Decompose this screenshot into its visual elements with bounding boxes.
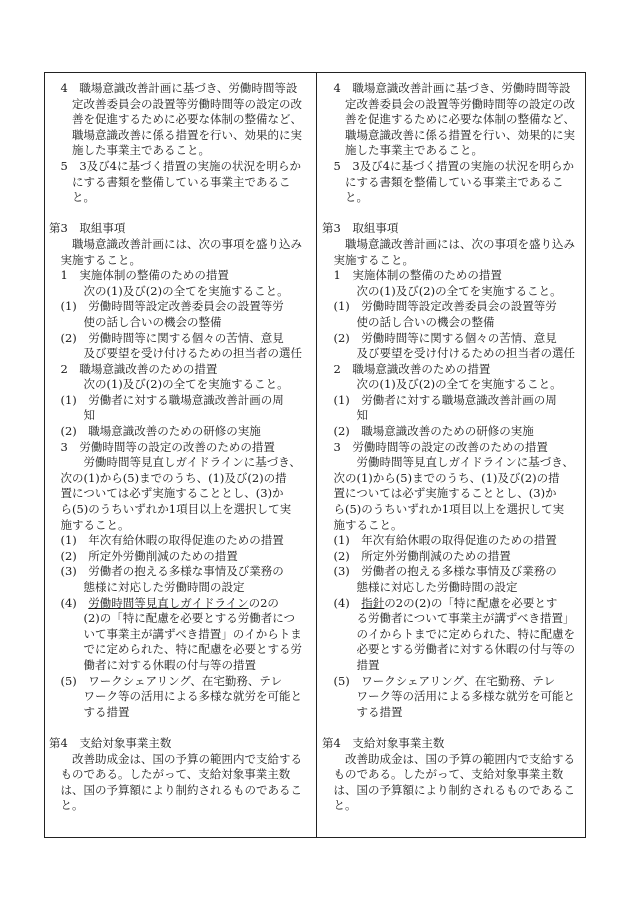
text-line	[322, 455, 584, 471]
text-line	[49, 284, 311, 300]
text-run: ワーク等の活用による多様な就労を可能と	[356, 689, 575, 704]
text-run: の2の	[248, 595, 279, 610]
text-line	[49, 596, 311, 612]
text-run: ものである。したがって、支給対象事業主数	[60, 767, 291, 782]
text-run: ワーク等の活用による多様な就労を可能と	[83, 689, 302, 704]
text-line	[322, 143, 584, 159]
text-run: 労働時間等見直しガイドラインに基づき、	[83, 455, 301, 470]
text-line	[322, 268, 584, 284]
text-run: (1) 労働時間等設定改善委員会の設置等労	[60, 299, 284, 314]
text-line	[322, 471, 584, 487]
text-line	[49, 549, 311, 565]
text-run: 職場意識改善に係る措置を行い、効果的に実	[345, 127, 575, 142]
text-run: 次の(1)及び(2)の全てを実施すること。	[356, 377, 562, 392]
text-run: 5 3及び4に基づく措置の実施の状況を明らか	[60, 158, 301, 173]
text-run: (5) ワークシェアリング、在宅勤務、テレ	[333, 673, 556, 688]
text-line	[49, 658, 311, 674]
text-run: 善を促進するために必要な体制の整備など、	[345, 112, 575, 127]
text-line	[49, 736, 311, 752]
text-run: 次の(1)から(5)までのうち、(1)及び(2)の措	[333, 470, 560, 485]
text-run: と。	[333, 798, 357, 813]
text-line	[49, 331, 311, 347]
text-run: 実施すること。	[60, 252, 141, 267]
text-run: 及び要望を受け付けるための担当者の選任	[356, 346, 575, 361]
text-line	[49, 268, 311, 284]
text-line	[49, 362, 311, 378]
text-line	[49, 299, 311, 315]
text-line	[322, 674, 584, 690]
text-line	[49, 486, 311, 502]
text-line	[322, 377, 584, 393]
text-line	[322, 502, 584, 518]
comparison-table	[44, 72, 586, 838]
text-run: 改善助成金は、国の予算の範囲内で支給する	[72, 751, 302, 766]
text-run: する措置	[356, 704, 403, 719]
text-line	[322, 253, 584, 269]
text-line	[322, 533, 584, 549]
text-run: と。	[60, 798, 84, 813]
text-line	[322, 689, 584, 705]
text-run: ものである。したがって、支給対象事業主数	[333, 767, 564, 782]
text-run: 措置	[356, 657, 380, 672]
text-line	[49, 424, 311, 440]
text-run: 態様に対応した労働時間の設定	[356, 580, 518, 594]
text-run: でに定められた、特に配慮を必要とする労	[83, 642, 302, 657]
text-run: (3) 労働者の抱える多様な事情及び業務の	[333, 564, 557, 579]
text-line	[49, 642, 311, 658]
text-line	[322, 783, 584, 799]
text-line	[49, 346, 311, 362]
text-run: のイからトまでに定められた、特に配慮を	[356, 626, 575, 641]
text-run: (2) 所定外労働削減のための措置	[60, 548, 238, 563]
text-line	[322, 81, 584, 97]
text-run: (2) 所定外労働削減のための措置	[333, 548, 511, 563]
text-line	[322, 346, 584, 362]
column-divider	[316, 73, 317, 837]
text-line	[322, 331, 584, 347]
text-run: の2の(2)の「特に配慮を必要とす	[384, 595, 558, 610]
text-line	[49, 81, 311, 97]
text-run: 施した事業主であること。	[72, 143, 210, 158]
text-run: 置については必ず実施することとし、(3)か	[60, 486, 284, 501]
text-line	[322, 221, 584, 237]
text-run: 職場意識改善計画には、次の事項を盛り込み	[345, 236, 575, 251]
text-line	[49, 564, 311, 580]
text-line	[322, 798, 584, 814]
text-run: 必要とする労働者に対する休暇の付与等の	[356, 642, 575, 657]
text-run: 次の(1)及び(2)の全てを実施すること。	[83, 283, 289, 298]
text-run: 施すること。	[60, 517, 130, 532]
text-line	[49, 237, 311, 253]
text-line	[49, 705, 311, 721]
text-line	[322, 658, 584, 674]
text-run: 施した事業主であること。	[345, 143, 483, 158]
text-run: 定改善委員会の設置等労働時間等の設定の改	[345, 96, 575, 111]
text-line	[49, 393, 311, 409]
text-run: (1) 労働時間等設定改善委員会の設置等労	[333, 299, 557, 314]
text-run: (2) 労働時間等に関する個々の苦情、意見	[60, 330, 284, 345]
text-line	[49, 253, 311, 269]
text-line	[49, 455, 311, 471]
text-line	[49, 315, 311, 331]
text-line	[322, 237, 584, 253]
text-line	[49, 408, 311, 424]
text-run: 次の(1)から(5)までのうち、(1)及び(2)の措	[60, 470, 287, 485]
text-line	[49, 112, 311, 128]
text-run: 第4 支給対象事業主数	[322, 735, 445, 750]
text-run: 使の話し合いの機会の整備	[83, 314, 222, 329]
text-run: 5 3及び4に基づく措置の実施の状況を明らか	[333, 158, 574, 173]
text-run: (1) 労働者に対する職場意識改善計画の周	[60, 392, 284, 407]
text-line	[49, 190, 311, 206]
text-line	[49, 533, 311, 549]
text-run: 使の話し合いの機会の整備	[356, 314, 495, 329]
text-run: 4 職場意識改善計画に基づき、労働時間等設	[60, 81, 298, 95]
text-run: 職場意識改善に係る措置を行い、効果的に実	[72, 127, 302, 142]
text-run: 1 実施体制の整備のための措置	[60, 268, 229, 283]
text-run: 4 職場意識改善計画に基づき、労働時間等設	[333, 81, 571, 95]
underlined-text: 指針	[361, 595, 385, 610]
text-run: 次の(1)及び(2)の全てを実施すること。	[356, 283, 562, 298]
text-run: (5) ワークシェアリング、在宅勤務、テレ	[60, 673, 283, 688]
text-line	[49, 221, 311, 237]
text-run: する措置	[83, 704, 130, 719]
text-run: 3 労働時間等の設定の改善のための措置	[60, 439, 275, 454]
text-line	[49, 518, 311, 534]
text-line	[49, 580, 311, 596]
text-line	[49, 143, 311, 159]
text-run: (3) 労働者の抱える多様な事情及び業務の	[60, 564, 284, 579]
text-run: 実施すること。	[333, 252, 414, 267]
underlined-text: 労働時間等見直しガイドライン	[88, 595, 249, 610]
text-run: (4)	[333, 595, 362, 610]
text-run: は、国の予算額により制約されるものであるこ	[333, 782, 575, 797]
text-line	[322, 112, 584, 128]
text-line	[49, 159, 311, 175]
text-line	[322, 486, 584, 502]
text-run: 第3 取組事項	[49, 221, 126, 236]
text-line	[49, 752, 311, 768]
text-run: 施すること。	[333, 517, 403, 532]
text-run: 改善助成金は、国の予算の範囲内で支給する	[345, 751, 575, 766]
text-run: 次の(1)及び(2)の全てを実施すること。	[83, 377, 289, 392]
text-run: 善を促進するために必要な体制の整備など、	[72, 112, 302, 127]
text-run: る労働者について事業主が講ずべき措置」	[356, 611, 575, 626]
text-run: にする書類を整備している事業主であるこ	[72, 174, 291, 189]
text-run: は、国の予算額により制約されるものであるこ	[60, 782, 302, 797]
text-line	[49, 440, 311, 456]
text-line	[322, 362, 584, 378]
text-line	[322, 518, 584, 534]
text-line	[322, 752, 584, 768]
blank-line	[49, 206, 311, 222]
text-line	[322, 580, 584, 596]
text-line	[49, 377, 311, 393]
text-run: (2)の「特に配慮を必要とする労働者につ	[83, 611, 296, 626]
text-run: (2) 職場意識改善のための研修の実施	[60, 424, 261, 439]
text-run: 第4 支給対象事業主数	[49, 735, 172, 750]
text-run: 及び要望を受け付けるための担当者の選任	[83, 346, 302, 361]
text-line	[49, 767, 311, 783]
text-run: 2 職場意識改善のための措置	[333, 361, 491, 376]
text-line	[322, 128, 584, 144]
text-line	[322, 190, 584, 206]
text-run: 態様に対応した労働時間の設定	[83, 580, 245, 594]
text-line	[322, 159, 584, 175]
text-line	[49, 471, 311, 487]
text-line	[322, 424, 584, 440]
text-line	[322, 611, 584, 627]
text-run: 第3 取組事項	[322, 221, 399, 236]
text-run: 2 職場意識改善のための措置	[60, 361, 218, 376]
text-line	[49, 798, 311, 814]
text-line	[322, 564, 584, 580]
text-line	[322, 767, 584, 783]
text-line	[322, 549, 584, 565]
text-run: 3 労働時間等の設定の改善のための措置	[333, 439, 548, 454]
text-run: 労働時間等見直しガイドラインに基づき、	[356, 455, 574, 470]
text-line	[322, 642, 584, 658]
text-line	[49, 689, 311, 705]
text-run: (4)	[60, 595, 89, 610]
text-run: 1 実施体制の整備のための措置	[333, 268, 502, 283]
text-line	[322, 408, 584, 424]
text-line	[49, 175, 311, 191]
text-line	[322, 284, 584, 300]
text-run: (1) 年次有給休暇の取得促進のための措置	[333, 533, 557, 548]
text-line	[322, 440, 584, 456]
text-run: 置については必ず実施することとし、(3)か	[333, 486, 557, 501]
text-line	[322, 627, 584, 643]
text-line	[322, 97, 584, 113]
text-line	[322, 736, 584, 752]
text-line	[49, 502, 311, 518]
blank-line	[322, 206, 584, 222]
text-line	[322, 596, 584, 612]
text-run: 知	[83, 408, 95, 423]
text-line	[322, 705, 584, 721]
left-column	[49, 81, 311, 814]
text-run: (1) 労働者に対する職場意識改善計画の周	[333, 392, 557, 407]
text-line	[322, 393, 584, 409]
text-line	[49, 128, 311, 144]
text-line	[49, 627, 311, 643]
text-run: 定改善委員会の設置等労働時間等の設定の改	[72, 96, 302, 111]
text-run: (1) 年次有給休暇の取得促進のための措置	[60, 533, 284, 548]
text-run: 働者に対する休暇の付与等の措置	[83, 657, 256, 672]
text-line	[49, 611, 311, 627]
text-run: 知	[356, 408, 368, 423]
text-run: (2) 労働時間等に関する個々の苦情、意見	[333, 330, 557, 345]
text-line	[322, 315, 584, 331]
text-run: (2) 職場意識改善のための研修の実施	[333, 424, 534, 439]
text-line	[49, 783, 311, 799]
blank-line	[49, 720, 311, 736]
text-line	[49, 97, 311, 113]
text-run: いて事業主が講ずべき措置」のイからトま	[83, 626, 302, 641]
text-run: と。	[72, 190, 95, 205]
text-run: ら(5)のうちいずれか1項目以上を選択して実	[333, 502, 565, 517]
text-run: と。	[345, 190, 368, 205]
right-column	[322, 81, 584, 814]
text-run: にする書類を整備している事業主であるこ	[345, 174, 564, 189]
text-line	[322, 175, 584, 191]
blank-line	[322, 720, 584, 736]
text-line	[49, 674, 311, 690]
text-line	[322, 299, 584, 315]
text-run: 職場意識改善計画には、次の事項を盛り込み	[72, 236, 302, 251]
text-run: ら(5)のうちいずれか1項目以上を選択して実	[60, 502, 292, 517]
